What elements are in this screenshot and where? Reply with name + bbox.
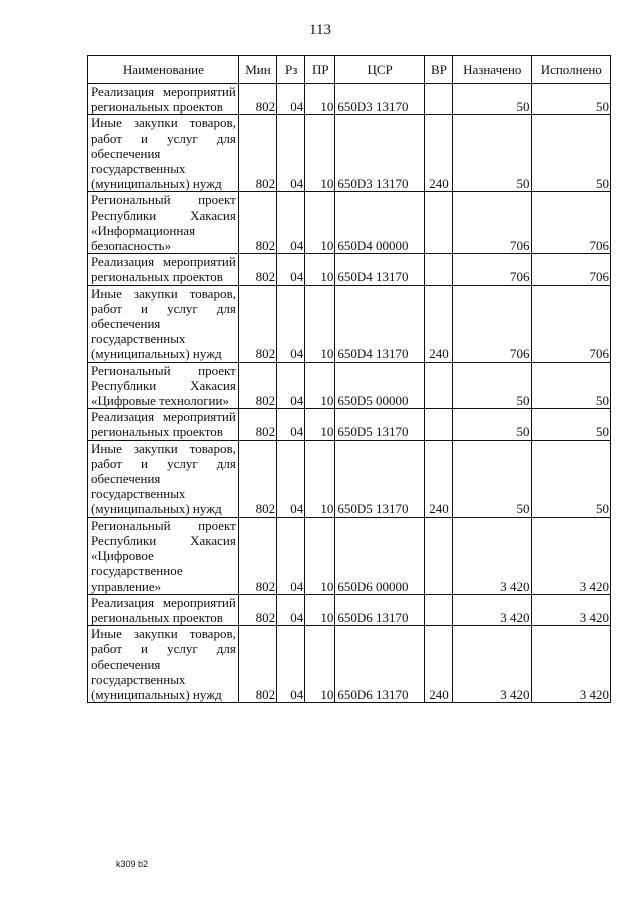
row-executed: 706 (531, 192, 611, 254)
row-name: Иные закупки товаров, работ и услуг для обеспечения государственных (муниципальных) нужд (88, 440, 239, 517)
row-min: 802 (238, 409, 276, 440)
row-executed: 3 420 (531, 626, 611, 703)
row-executed: 706 (531, 254, 611, 285)
row-assigned: 706 (453, 254, 531, 285)
row-vr: 240 (424, 115, 452, 192)
row-rz: 04 (277, 84, 305, 115)
table-header-row (88, 56, 611, 84)
row-csr: 650D6 13170 (335, 626, 425, 703)
row-min: 802 (238, 517, 276, 594)
row-assigned: 706 (453, 285, 531, 362)
header-min: Мин (238, 56, 276, 84)
table-row (88, 362, 611, 409)
table-row (88, 84, 611, 115)
row-executed: 50 (531, 115, 611, 192)
row-executed: 50 (531, 409, 611, 440)
row-executed: 50 (531, 440, 611, 517)
row-csr: 650D4 13170 (335, 254, 425, 285)
row-pr: 10 (305, 626, 335, 703)
row-min: 802 (238, 115, 276, 192)
row-rz: 04 (277, 517, 305, 594)
table-row (88, 626, 611, 703)
row-rz: 04 (277, 626, 305, 703)
row-assigned: 3 420 (453, 517, 531, 594)
row-vr (424, 84, 452, 115)
header-vr: ВР (424, 56, 452, 84)
row-name: Иные закупки товаров, работ и услуг для обеспечения государственных (муниципальных) нужд (88, 626, 239, 703)
row-executed: 50 (531, 362, 611, 409)
table-row (88, 517, 611, 594)
row-name: Иные закупки товаров, работ и услуг для обеспечения государственных (муниципальных) нужд (88, 285, 239, 362)
header-executed: Исполнено (531, 56, 611, 84)
row-vr: 240 (424, 440, 452, 517)
row-csr: 650D4 00000 (335, 192, 425, 254)
row-vr (424, 409, 452, 440)
page-number: 113 (309, 22, 331, 38)
table-row (88, 115, 611, 192)
row-vr: 240 (424, 285, 452, 362)
row-min: 802 (238, 626, 276, 703)
row-csr: 650D6 00000 (335, 517, 425, 594)
row-pr: 10 (305, 254, 335, 285)
row-min: 802 (238, 254, 276, 285)
row-csr: 650D5 00000 (335, 362, 425, 409)
header-assigned: Назначено (453, 56, 531, 84)
table-row (88, 192, 611, 254)
row-rz: 04 (277, 594, 305, 625)
row-min: 802 (238, 285, 276, 362)
header-pr: ПР (305, 56, 335, 84)
budget-table (87, 55, 611, 703)
row-rz: 04 (277, 440, 305, 517)
row-name: Региональный проект Республики Хакасия «Цифровое государственное управление» (88, 517, 239, 594)
row-assigned: 3 420 (453, 626, 531, 703)
row-min: 802 (238, 192, 276, 254)
row-pr: 10 (305, 594, 335, 625)
row-vr (424, 192, 452, 254)
table-row (88, 409, 611, 440)
row-pr: 10 (305, 409, 335, 440)
table-row (88, 254, 611, 285)
row-pr: 10 (305, 517, 335, 594)
row-assigned: 50 (453, 362, 531, 409)
row-rz: 04 (277, 115, 305, 192)
row-name: Региональный проект Республики Хакасия «Цифровые технологии» (88, 362, 239, 409)
row-pr: 10 (305, 84, 335, 115)
row-rz: 04 (277, 192, 305, 254)
row-executed: 3 420 (531, 517, 611, 594)
row-rz: 04 (277, 285, 305, 362)
row-executed: 706 (531, 285, 611, 362)
row-rz: 04 (277, 409, 305, 440)
row-csr: 650D6 13170 (335, 594, 425, 625)
row-pr: 10 (305, 285, 335, 362)
row-csr: 650D5 13170 (335, 409, 425, 440)
header-rz: Рз (277, 56, 305, 84)
row-vr: 240 (424, 626, 452, 703)
row-assigned: 50 (453, 115, 531, 192)
row-min: 802 (238, 440, 276, 517)
row-rz: 04 (277, 254, 305, 285)
row-min: 802 (238, 362, 276, 409)
row-assigned: 50 (453, 440, 531, 517)
row-pr: 10 (305, 192, 335, 254)
row-name: Реализация мероприятий региональных проектов (88, 409, 239, 440)
table-body (88, 84, 611, 703)
table-row (88, 285, 611, 362)
row-name: Реализация мероприятий региональных проектов (88, 254, 239, 285)
row-pr: 10 (305, 115, 335, 192)
row-csr: 650D3 13170 (335, 115, 425, 192)
row-name: Иные закупки товаров, работ и услуг для обеспечения государственных (муниципальных) нужд (88, 115, 239, 192)
row-vr (424, 517, 452, 594)
row-vr (424, 254, 452, 285)
row-assigned: 3 420 (453, 594, 531, 625)
row-csr: 650D5 13170 (335, 440, 425, 517)
row-assigned: 50 (453, 409, 531, 440)
row-rz: 04 (277, 362, 305, 409)
row-name: Реализация мероприятий региональных проектов (88, 594, 239, 625)
footer-code: k309 b2 (116, 859, 149, 869)
header-name: Наименование (88, 56, 239, 84)
table-row (88, 440, 611, 517)
row-pr: 10 (305, 440, 335, 517)
row-csr: 650D3 13170 (335, 84, 425, 115)
row-csr: 650D4 13170 (335, 285, 425, 362)
row-name: Реализация мероприятий региональных проектов (88, 84, 239, 115)
row-executed: 50 (531, 84, 611, 115)
row-min: 802 (238, 84, 276, 115)
row-assigned: 706 (453, 192, 531, 254)
row-min: 802 (238, 594, 276, 625)
row-pr: 10 (305, 362, 335, 409)
row-vr (424, 594, 452, 625)
row-name: Региональный проект Республики Хакасия «Информационная безопасность» (88, 192, 239, 254)
row-vr (424, 362, 452, 409)
header-csr: ЦСР (335, 56, 425, 84)
row-assigned: 50 (453, 84, 531, 115)
table-row (88, 594, 611, 625)
row-executed: 3 420 (531, 594, 611, 625)
